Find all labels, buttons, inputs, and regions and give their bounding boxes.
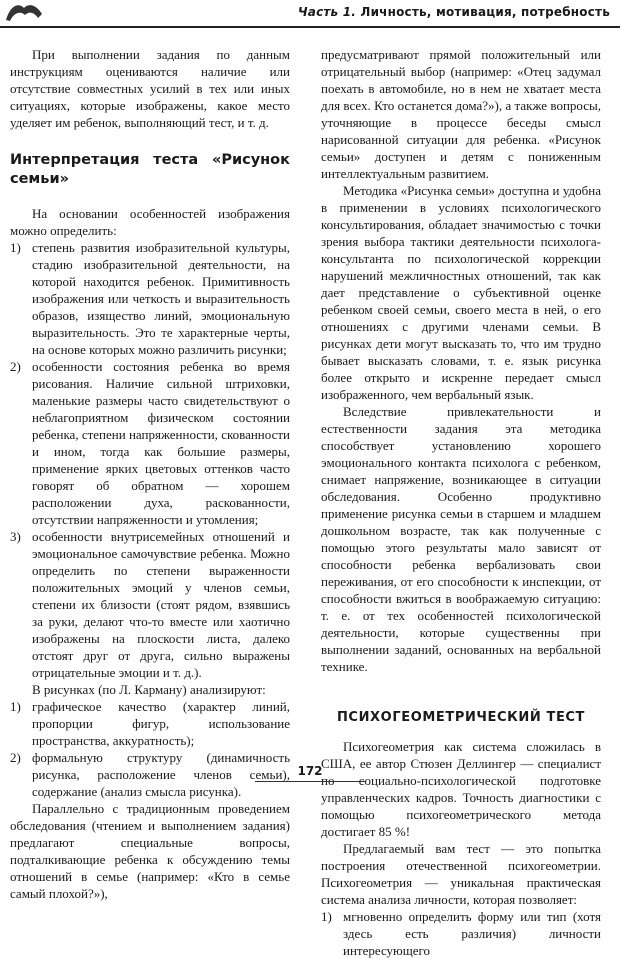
paragraph: В рисунках (по Л. Карману) анализируют: [32, 682, 266, 697]
intro-paragraph: При выполнении задания по данным инструкциям оцениваются наличие или отсутствие совместных усилий в тех или иных ситуациях, которые изображены, какое место уделяет им ребенок, выполняющий тест, и т. д. [10, 47, 290, 130]
running-head-title: Личность, мотивация, потребность [360, 5, 610, 19]
section-heading: ПСИХОГЕОМЕТРИЧЕСКИЙ ТЕСТ [336, 710, 586, 725]
list-text: формальную структуру (динамичность рисунка, расположение членов семьи), содержание (анализ смысла рисунка). [32, 750, 290, 799]
list-number: 1) [10, 699, 21, 714]
running-head [298, 5, 610, 19]
list-text: графическое качество (характер линий, пропорции фигур, использование пространства, аккуратность); [32, 699, 290, 748]
paragraph: Психогеометрия как система сложилась в США, ее автор Стюзен Деллингер — специалист по социально-психологической подготовке управленческих кадров. Точность диагностики с помощью психогеометрического метода достигает 85 %! [321, 739, 601, 839]
list-text: особенности состояния ребенка во время рисования. Наличие сильной штриховки, маленькие размеры часто свидетельствуют о неблагоприятном физическом состоянии ребенка, степени напряженности, скованности и ином, тогда как большие размеры, применение ярких цветовых оттенков часто говорят об обратном — хорошем расположении духа, раскованности, отсутствии напряженности и утомления; [32, 359, 290, 527]
list-number: 3) [10, 529, 21, 544]
list-number: 1) [321, 909, 332, 924]
criteria-list [10, 239, 290, 681]
list-item [321, 908, 601, 959]
list-text: степень развития изобразительной культуры, стадию изобразительной деятельности, на которой находится ребенок. Примитивность изображения или четкость и выразительность образов, изящество линий, эмоциональную выразительность. Это те характерные черты, на основе которых можно различить рисунки; [32, 240, 290, 357]
right-column [321, 46, 601, 959]
paragraph: Параллельно с традиционным проведением обследования (чтением и выполнением задания) предлагают специальные вопросы, подталкивающие ребенка к обсуждению темы отношений в семье (например: «Кто в семье самый плохой?»), [10, 801, 290, 901]
paragraph: На основании особенностей изображения можно определить: [10, 206, 290, 238]
list-number: 2) [10, 750, 21, 765]
publisher-logo-icon [2, 0, 46, 24]
capabilities-list [321, 908, 601, 959]
list-item [10, 528, 290, 681]
page-header [0, 0, 620, 28]
list-number: 2) [10, 359, 21, 374]
analysis-list [10, 698, 290, 800]
paragraph: Методика «Рисунка семьи» доступна и удобна в применении в условиях психологического консультирования, обладает значимостью с точки зрения выбора тактики деятельности психолога-консультанта по психологической коррекции нарушений межличностных отношений, так как дает представление о субъективной оценке ребенком своей семьи, своего места в ней, о его отношениях с другими членами семьи. В рисунках дети могут высказать то, что им трудно бывает высказать словами, т. е. язык рисунка более открыто и искренне передает смысл изображенного, чем вербальный язык. [321, 183, 601, 402]
running-head-part: Часть 1. [297, 5, 357, 19]
list-item [10, 698, 290, 749]
paragraph: Вследствие привлекательности и естественности задания эта методика способствует установлению хорошего эмоционального контакта психолога с ребенком, снимает напряжение, возникающее в ситуации обследования. Особенно продуктивно применение рисунка семьи в старшем и младшем дошкольном возрасте, так как полученные с помощью этого результаты мало зависят от способности ребенка вербализовать свои переживания, от его способности к инспекции, от способности вжиться в воображаемую ситуацию: т. е. от тех особенностей психологической деятельности, которые существенны при выполнении заданий, основанных на вербальной технике. [321, 404, 601, 674]
paragraph: Предлагаемый вам тест — это попытка построения отечественной психогеометрии. Психогеометрия — уникальная практическая система анализа личности, которая позволяет: [321, 841, 601, 907]
list-item [10, 239, 290, 358]
list-item [10, 358, 290, 528]
paragraph: предусматривают прямой положительный или отрицательный выбор (например: «Отец задумал поехать в автомобиле, но в нем не хватает места для всех. Кто останется дома?»), а также вопросы, уточняющие в процессе беседы смысл нарисованной ситуации для ребенка. «Рисунок семьи» доступен и детям с пониженным интеллектуальным развитием. [321, 47, 601, 181]
page-number: 172 [297, 764, 323, 778]
section-heading: Интерпретация теста «Рисунок семьи» [10, 152, 290, 187]
list-number: 1) [10, 240, 21, 255]
footer-rule [255, 781, 365, 782]
list-text: мгновенно определить форму или тип (хотя здесь есть различия) личности интересующего [343, 909, 601, 958]
list-text: особенности внутрисемейных отношений и эмоциональное самочувствие ребенка. Можно определить по степени выраженности положительных эмоций у членов семьи, степени их близости (стоят рядом, взявшись за руки, делают что-то вместе или хаотично изображены на плоскости листа, далеко отстоят друг от друга, сильно выражены отрицательные эмоции и т. д.). [32, 529, 290, 680]
